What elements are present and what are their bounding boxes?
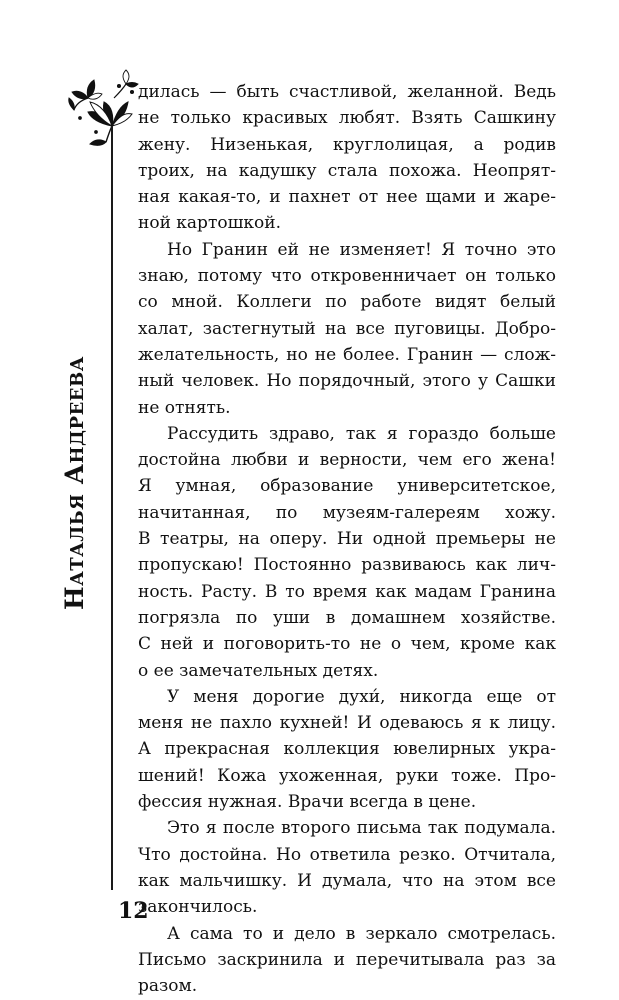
text-line: ной картошкой. xyxy=(138,213,281,234)
text-line: о ее замечательных детях. xyxy=(138,660,379,681)
text-line: пропускаю! Постоянно развиваюсь как лич- xyxy=(138,555,556,576)
text-line: троих, на кадушку стала похожа. Неопрят- xyxy=(138,160,556,181)
text-line: не отнять. xyxy=(138,397,231,418)
text-line: не только красивых любят. Взять Сашкину xyxy=(138,108,556,129)
text-line: меня не пахло кухней! И одеваюсь я к лицу. xyxy=(138,713,556,734)
text-line: со мной. Коллеги по работе видят белый xyxy=(138,292,556,313)
text-line: Письмо заскринила и перечитывала раз за xyxy=(138,949,556,970)
text-line: фессия нужная. Врачи всегда в цене. xyxy=(138,792,477,813)
text-line: достойна любви и верности, чем его жена! xyxy=(138,450,556,471)
text-line: ная какая-то, и пахнет от нее щами и жаре- xyxy=(138,187,556,208)
text-line: Что достойна. Но ответила резко. Отчитала, xyxy=(138,844,556,865)
author-name: Наталья Андреева xyxy=(60,356,89,610)
text-line: жену. Низенькая, круглолицая, а родив xyxy=(138,134,556,155)
text-line: Это я после второго письма так подумала. xyxy=(167,818,556,839)
text-line: Но Гранин ей не изменяет! Я точно это xyxy=(167,239,556,260)
text-line: ность. Расту. В то время как мадам Гранина xyxy=(138,581,556,602)
text-line: дилась — быть счастливой, желанной. Ведь xyxy=(138,82,556,102)
text-line: закончилось. xyxy=(138,897,258,918)
text-line: халат, застегнутый на все пуговицы. Добро- xyxy=(138,318,556,339)
page-text xyxy=(138,79,556,999)
text-line: ный человек. Но порядочный, этого у Сашки xyxy=(138,371,556,392)
text-line: шений! Кожа ухоженная, руки тоже. Про- xyxy=(138,765,556,786)
text-line: А прекрасная коллекция ювелирных укра- xyxy=(138,739,556,760)
text-line: желательность, но не более. Гранин — слож- xyxy=(138,344,556,365)
text-line: С ней и поговорить-то не о чем, кроме как xyxy=(138,634,556,655)
text-line: Рассудить здраво, так я гораздо больше xyxy=(167,423,556,444)
page-number: 12 xyxy=(118,898,149,924)
lily-flower-icon xyxy=(66,68,140,150)
text-line: знаю, потому что откровенничает он только xyxy=(138,266,556,287)
text-line: Я умная, образование университетское, xyxy=(138,476,556,497)
text-line: погрязла по уши в домашнем хозяйстве. xyxy=(138,607,556,628)
text-line: В театры, на оперу. Ни одной премьеры не xyxy=(138,529,556,550)
text-line: разом. xyxy=(138,976,198,997)
text-line: А сама то и дело в зеркало смотрелась. xyxy=(167,923,556,944)
text-line: У меня дорогие духи́, никогда еще от xyxy=(167,686,556,707)
vertical-rule xyxy=(111,126,113,890)
text-line: как мальчишку. И думала, что на этом все xyxy=(138,870,556,891)
text-line: начитанная, по музеям-галереям хожу. xyxy=(138,502,556,523)
